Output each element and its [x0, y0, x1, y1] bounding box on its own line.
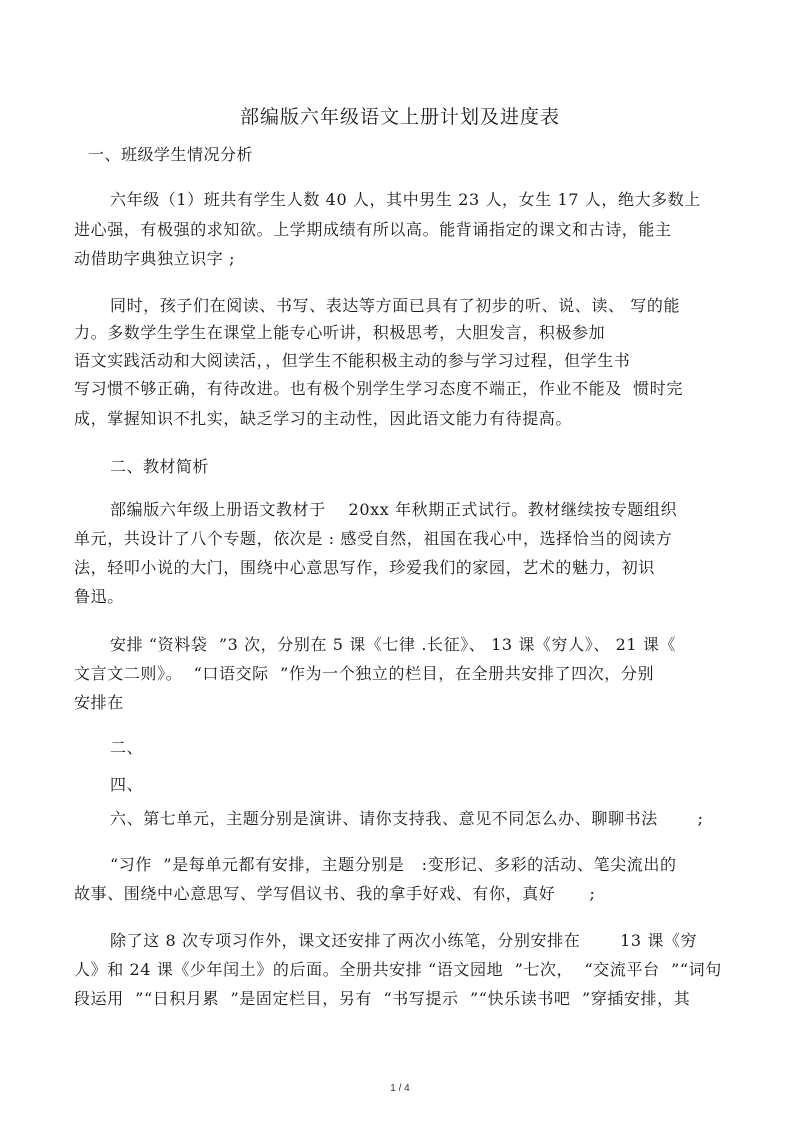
section-heading-textbook-analysis: 二、教材简析: [110, 457, 210, 476]
paragraph-line: 六年级（1）班共有学生人数 40 人，其中男生 23 人，女生 17 人，绝大多数上: [110, 190, 701, 209]
list-line: 四、: [110, 775, 144, 794]
paragraph-line: 力。多数学生学生在课堂上能专心听讲，积极思考，大胆发言，积极参加: [74, 323, 606, 342]
list-line: 六、第七单元，主题分别是演讲、请你支持我、意见不同怎么办、聊聊书法 ;: [110, 809, 704, 828]
paragraph-line: 成，掌握知识不扎实，缺乏学习的主动性，因此语文能力有待提高。: [74, 409, 573, 428]
section-heading-class-analysis: 一、班级学生情况分析: [88, 145, 254, 164]
paragraph-line: 写习惯不够正确，有待改进。也有极个别学生学习态度不端正，作业不能及 惯时完: [74, 379, 683, 398]
paragraph-line: 法，轻叩小说的大门，围绕中心意思写作，珍爱我们的家园，艺术的魅力，初识: [74, 558, 656, 577]
paragraph-line: 段运用 ”“日积月累 ”是固定栏目，另有 “书写提示 ”“快乐读书吧 ”穿插安排，其: [74, 989, 691, 1008]
paragraph-line: 进心强，有极强的求知欲。上学期成绩有所以高。能背诵指定的课文和古诗，能主: [74, 220, 672, 239]
paragraph-line: 安排在: [74, 693, 124, 712]
paragraph-line: 安排 “资料袋 ”3 次，分别在 5 课《七律 .长征》、 13 课《穷人》、 21 课《: [110, 635, 677, 654]
paragraph-line: 故事、围绕中心意思写、学写倡议书、我的拿手好戏、有你，真好 ;: [74, 884, 596, 903]
paragraph-line: 同时，孩子们在阅读、书写、表达等方面已具有了初步的听、说、读、 写的能: [110, 296, 681, 315]
paragraph-line: 动借助字典独立识字 ;: [74, 249, 236, 268]
page-number: 1 / 4: [390, 1083, 410, 1094]
paragraph-line: 鲁迅。: [74, 587, 124, 606]
paragraph-line: 部编版六年级上册语文教材于 20xx 年秋期正式试行。教材继续按专题组织: [110, 500, 678, 519]
paragraph-line: 语文实践活动和大阅读活，，但学生不能积极主动的参与学习过程，但学生书: [74, 351, 631, 370]
paragraph-line: “习作 ”是每单元都有安排，主题分别是 :变形记、多彩的活动、笔尖流出的: [110, 855, 677, 874]
paragraph-line: 单元，共设计了八个专题，依次是 : 感受自然，祖国在我心中，选择恰当的阅读方: [74, 529, 673, 548]
paragraph-line: 人》和 24 课《少年闰土》的后面。全册共安排 “语文园地 ”七次， “交流平台 ”“词句: [74, 960, 722, 979]
document-title: 部编版六年级语文上册计划及进度表: [239, 106, 560, 128]
paragraph-line: 文言文二则》。 “口语交际 ”作为一个独立的栏目，在全册共安排了四次，分别: [74, 664, 655, 683]
list-line: 二、: [110, 738, 144, 757]
paragraph-line: 除了这 8 次专项习作外，课文还安排了两次小练笔，分别安排在 13 课《穷: [110, 931, 698, 950]
